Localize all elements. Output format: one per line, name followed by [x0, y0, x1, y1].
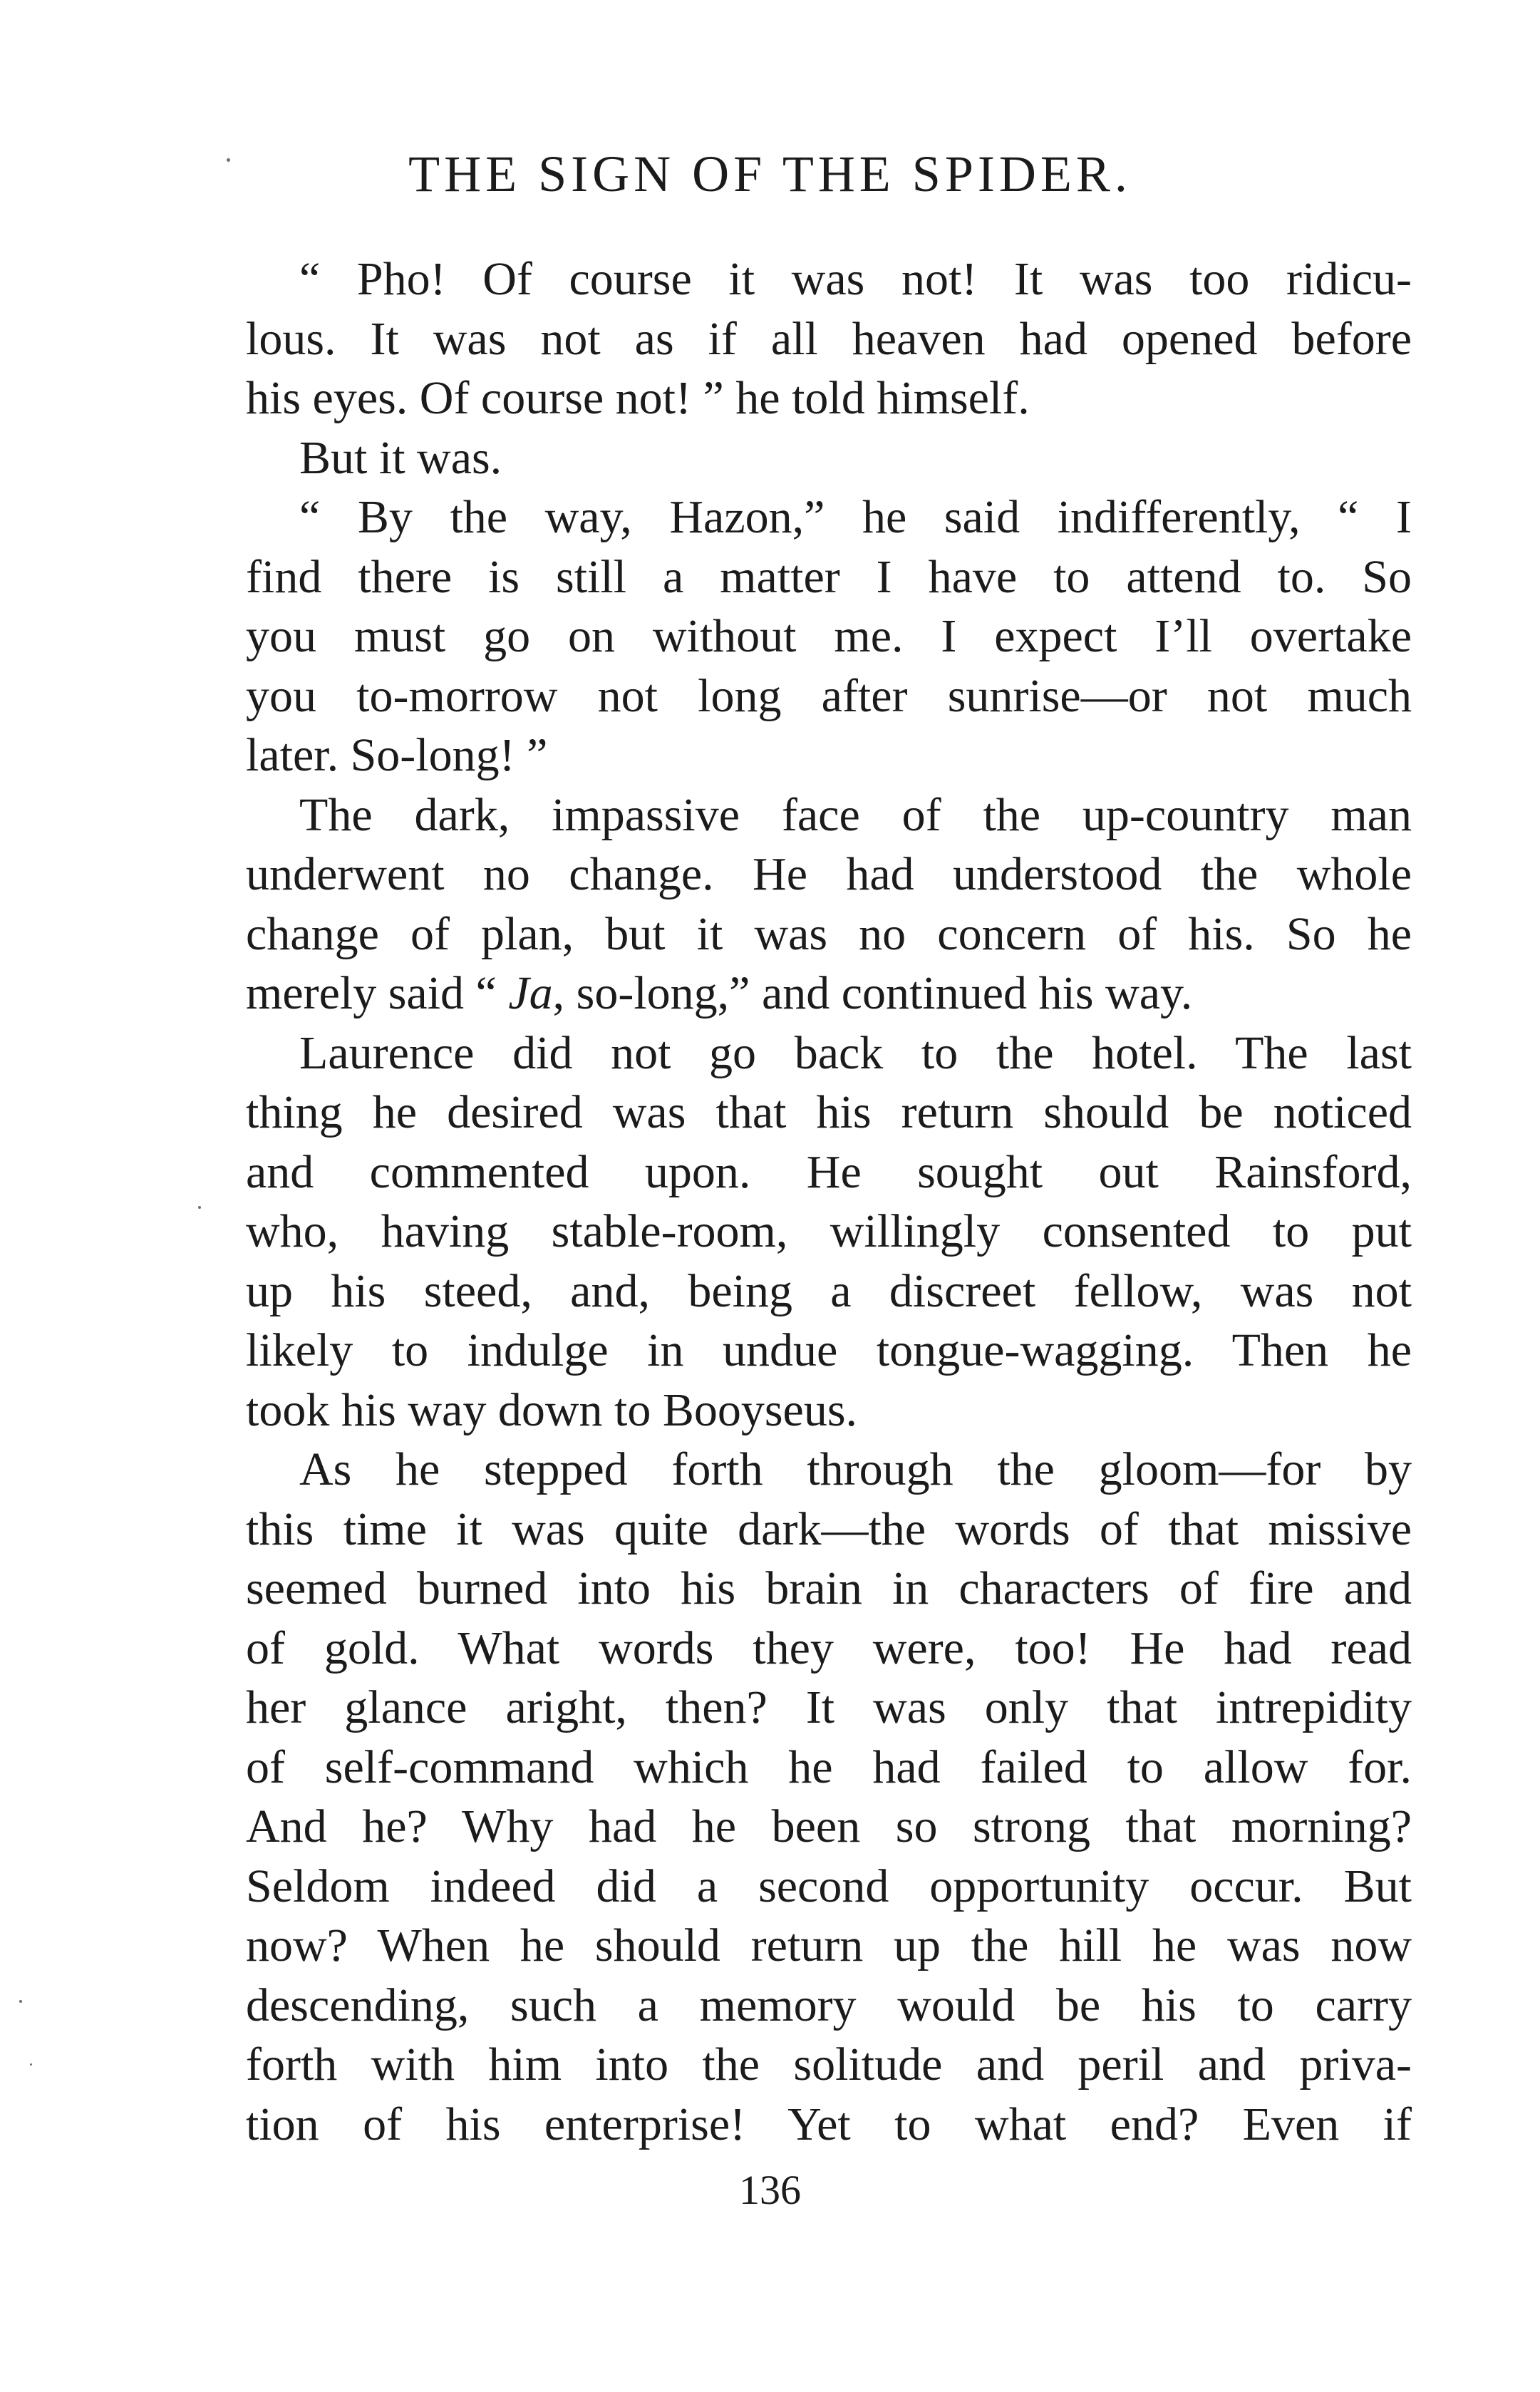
text-line: and commented upon. He sought out Rainsford, — [246, 1145, 1412, 1198]
text-line: his eyes. Of course not! ” he told himself. — [246, 372, 1030, 424]
text-line: forth with him into the solitude and peril and priva- — [246, 2038, 1412, 2091]
scan-speck — [198, 1206, 201, 1209]
text-line: change of plan, but it was no concern of his. So he — [246, 907, 1412, 960]
text-line: of gold. What words they were, too! He had read — [246, 1622, 1412, 1674]
text-line: you must go on without me. I expect I’ll overtake — [246, 610, 1412, 662]
scan-speck — [19, 2000, 22, 2003]
text-line: thing he desired was that his return should be noticed — [246, 1086, 1412, 1138]
text-line: But it was. — [299, 431, 502, 484]
text-line: underwent no change. He had understood the whole — [246, 848, 1412, 900]
text-line: who, having stable-room, willingly consented to put — [246, 1205, 1412, 1257]
text-line: of self-command which he had failed to allow for. — [246, 1741, 1412, 1793]
text-line: merely said “ Ja, so-long,” and continued his way. — [246, 967, 1193, 1019]
text-line: And he? Why had he been so strong that morning? — [246, 1800, 1412, 1852]
text-line: this time it was quite dark—the words of that missive — [246, 1502, 1412, 1555]
scan-speck — [227, 158, 230, 162]
text-line: find there is still a matter I have to attend to. So — [246, 550, 1412, 603]
text-line: “ Pho! Of course it was not! It was too ridicu- — [299, 253, 1412, 305]
text-line: descending, such a memory would be his to carry — [246, 1979, 1412, 2031]
text-line: took his way down to Booyseus. — [246, 1383, 857, 1436]
running-head: THE SIGN OF THE SPIDER. — [408, 145, 1132, 202]
text-line: later. So-long! ” — [246, 729, 548, 781]
text-line: seemed burned into his brain in characters of fire and — [246, 1562, 1412, 1614]
text-line: up his steed, and, being a discreet fellow, was not — [246, 1264, 1412, 1317]
page-number: 136 — [739, 2167, 801, 2213]
text-line: lous. It was not as if all heaven had opened before — [246, 312, 1412, 365]
italic-word: Ja — [508, 967, 553, 1019]
text-line: “ By the way, Hazon,” he said indifferently, “ I — [299, 491, 1412, 543]
text-line: As he stepped forth through the gloom—for by — [299, 1443, 1412, 1495]
text-line: The dark, impassive face of the up-country man — [299, 788, 1412, 841]
text-line: tion of his enterprise! Yet to what end? Even if — [246, 2098, 1412, 2150]
text-line: likely to indulge in undue tongue-wagging. Then he — [246, 1324, 1412, 1376]
scan-speck — [30, 2063, 32, 2066]
text-line: her glance aright, then? It was only that intrepidity — [246, 1681, 1412, 1733]
text-line: Laurence did not go back to the hotel. The last — [299, 1026, 1412, 1079]
text-line: you to-morrow not long after sunrise—or not much — [246, 669, 1412, 722]
text-line: now? When he should return up the hill he was now — [246, 1919, 1412, 1971]
body-text — [246, 249, 1412, 2154]
text-line: Seldom indeed did a second opportunity occur. But — [246, 1860, 1412, 1912]
